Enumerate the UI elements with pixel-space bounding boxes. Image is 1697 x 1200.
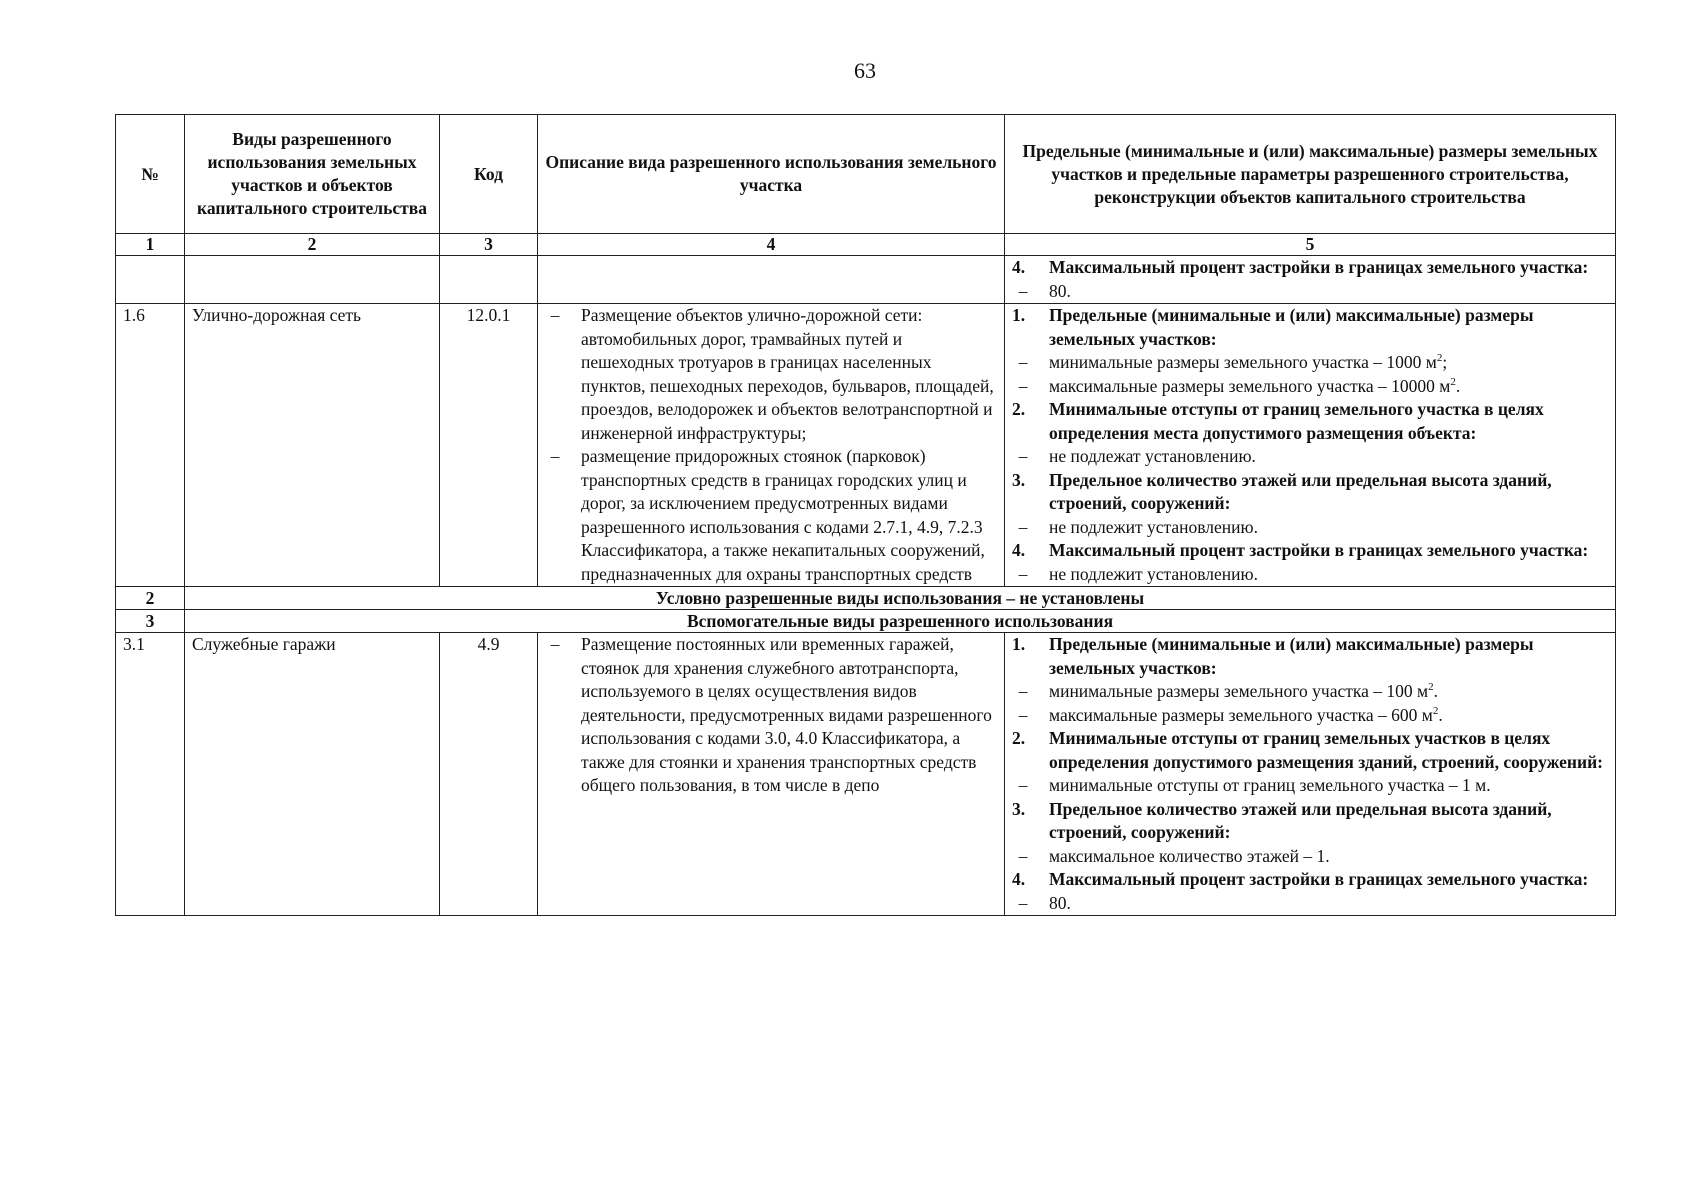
item-number: 2. (1012, 728, 1026, 748)
item-number: 3. (1012, 798, 1026, 819)
cell-name (185, 256, 440, 304)
item-punctuation: ; (1442, 352, 1448, 372)
item-punctuation: . (1433, 681, 1438, 701)
item-text: Максимальный процент застройки в границах земельного участка: (1049, 540, 1589, 560)
use-type-params (1005, 633, 1616, 916)
item-text: Предельное количество этажей или предельная высота зданий, строений, сооружений: (1049, 798, 1552, 842)
dash-bullet: – (1018, 352, 1028, 372)
param-item (1012, 704, 1608, 728)
item-text: не подлежит установлению. (1049, 563, 1258, 584)
dash-bullet: – (1018, 375, 1028, 396)
param-heading (1012, 539, 1608, 563)
unit-superscript: 2 (1450, 375, 1456, 388)
item-number: 3. (1012, 469, 1026, 490)
param-item (1012, 774, 1608, 798)
item-text: максимальные размеры земельного участка – 600 м (1049, 704, 1433, 725)
param-item (1012, 892, 1608, 916)
use-type-name: Служебные гаражи (185, 633, 440, 916)
use-type-params (1005, 304, 1616, 587)
table-row-3-1 (116, 633, 1616, 916)
table-row-continuation (116, 256, 1616, 304)
dash-bullet: – (1018, 845, 1028, 866)
column-number: 3 (440, 234, 538, 256)
cell-number (116, 256, 185, 304)
param-heading (1012, 798, 1608, 845)
param-heading (1012, 256, 1608, 280)
use-type-description (538, 633, 1005, 916)
item-number: 2. (1012, 399, 1026, 419)
column-number: 4 (538, 234, 1005, 256)
item-text: Минимальные отступы от границ земельного участка в целях определения места допустимого размещения объекта: (1049, 399, 1544, 443)
dash-bullet: – (1018, 446, 1028, 466)
param-item (1012, 351, 1608, 375)
description-item (545, 633, 997, 798)
item-text: Предельные (минимальные и (или) максимальные) размеры земельных участков: (1049, 634, 1534, 678)
column-number: 1 (116, 234, 185, 256)
table-header-row (116, 115, 1616, 234)
item-punctuation: . (1455, 375, 1461, 396)
item-text: 80. (1049, 892, 1071, 913)
params-list (1012, 304, 1608, 586)
row-number: 1.6 (116, 304, 185, 587)
param-heading (1012, 304, 1608, 351)
item-text: минимальные размеры земельного участка – 1000 м (1049, 352, 1437, 372)
item-text: минимальные отступы от границ земельного участка – 1 м. (1049, 775, 1491, 795)
header-limits: Предельные (минимальные и (или) максимальные) размеры земельных участков и предельные параметры разрешенного строительства, реконструкции объектов капитального строительства (1005, 115, 1616, 234)
column-number: 5 (1005, 234, 1616, 256)
param-heading (1012, 633, 1608, 680)
item-number: 1. (1012, 305, 1026, 325)
dash-bullet: – (1018, 516, 1028, 537)
use-type-description (538, 304, 1005, 587)
dash-bullet: – (1018, 563, 1028, 584)
item-text: не подлежит установлению. (1049, 516, 1258, 537)
item-text: размещение придорожных стоянок (парковок) транспортных средств в границах городских улиц и дорог, за исключением предусмотренных видами разрешенного использования с кодами 2.7.1, 4.9, 7.2.3 Классификатора, а также некапитальных сооружений, предназначенных для охраны транспортных средств (581, 446, 985, 584)
dash-bullet: – (1018, 280, 1028, 301)
item-text: 80. (1049, 280, 1071, 301)
dash-bullet: – (1018, 704, 1028, 725)
cell-description (538, 256, 1005, 304)
header-use-types: Виды разрешенного использования земельных участков и объектов капитального строительства (185, 115, 440, 234)
param-item (1012, 845, 1608, 869)
param-heading (1012, 727, 1608, 774)
params-list (1012, 256, 1608, 303)
unit-superscript: 2 (1428, 681, 1434, 694)
item-text: не подлежат установлению. (1049, 446, 1256, 466)
item-text: максимальные размеры земельного участка – 10000 м (1049, 375, 1451, 396)
param-heading (1012, 868, 1608, 892)
item-punctuation: . (1438, 704, 1443, 725)
row-number: 3.1 (116, 633, 185, 916)
cell-params (1005, 256, 1616, 304)
item-text: Максимальный процент застройки в границах земельного участка: (1049, 869, 1589, 889)
header-code: Код (440, 115, 538, 234)
param-item (1012, 375, 1608, 399)
land-use-regulations-table (115, 114, 1616, 916)
column-number-row (116, 234, 1616, 256)
use-type-code: 4.9 (440, 633, 538, 916)
item-number: 4. (1012, 869, 1026, 889)
section-row-2 (116, 587, 1616, 610)
use-type-name: Улично-дорожная сеть (185, 304, 440, 587)
unit-superscript: 2 (1432, 704, 1439, 717)
column-number: 2 (185, 234, 440, 256)
item-text: Размещение постоянных или временных гаражей, стоянок для хранения служебного автотранспорта, используемого в целях осуществления видов деятельности, предусмотренных видами разрешенного использования с кодами 3.0, 4.0 Классификатора, а также для стоянки и хранения транспортных средств общего пользования, в том числе в депо (581, 634, 992, 795)
item-text: Размещение объектов улично-дорожной сети: автомобильных дорог, трамвайных путей и пешеходных тротуаров в границах населенных пунктов, пешеходных переходов, бульваров, площадей, проездов, велодорожек и объектов велотранспортной и инженерной инфраструктуры; (581, 305, 994, 443)
section-title: Условно разрешенные виды использования – не установлены (185, 587, 1616, 610)
param-item (1012, 563, 1608, 587)
param-item (1012, 516, 1608, 540)
param-heading (1012, 469, 1608, 516)
unit-superscript: 2 (1436, 352, 1443, 365)
dash-bullet: – (1018, 681, 1028, 701)
dash-bullet: – (550, 446, 560, 466)
item-text: минимальные размеры земельного участка – 100 м (1049, 681, 1429, 701)
item-text: максимальное количество этажей – 1. (1049, 845, 1330, 866)
dash-bullet: – (1018, 775, 1028, 795)
item-number: 4. (1012, 257, 1026, 277)
table-row-1-6 (116, 304, 1616, 587)
description-list (545, 304, 997, 586)
params-list (1012, 633, 1608, 915)
param-item (1012, 680, 1608, 704)
header-description: Описание вида разрешенного использования земельного участка (538, 115, 1005, 234)
dash-bullet: – (1018, 892, 1028, 913)
cell-code (440, 256, 538, 304)
param-item (1012, 445, 1608, 469)
section-title: Вспомогательные виды разрешенного использования (185, 610, 1616, 633)
item-text: Предельные (минимальные и (или) максимальные) размеры земельных участков: (1049, 305, 1534, 349)
item-number: 4. (1012, 540, 1026, 560)
section-number: 3 (116, 610, 185, 633)
page-number: 63 (854, 58, 876, 83)
dash-bullet: – (550, 634, 560, 654)
item-text: Минимальные отступы от границ земельных участков в целях определения допустимого размещения зданий, строений, сооружений: (1049, 728, 1603, 772)
use-type-code: 12.0.1 (440, 304, 538, 587)
dash-bullet: – (550, 305, 560, 325)
item-text: Максимальный процент застройки в границах земельного участка: (1049, 257, 1589, 277)
header-number: № (116, 115, 185, 234)
description-list (545, 633, 997, 798)
param-item (1012, 280, 1608, 304)
section-number: 2 (116, 587, 185, 610)
param-heading (1012, 398, 1608, 445)
description-item (545, 445, 997, 586)
section-row-3 (116, 610, 1616, 633)
description-item (545, 304, 997, 445)
item-text: Предельное количество этажей или предельная высота зданий, строений, сооружений: (1049, 469, 1552, 513)
item-number: 1. (1012, 634, 1026, 654)
